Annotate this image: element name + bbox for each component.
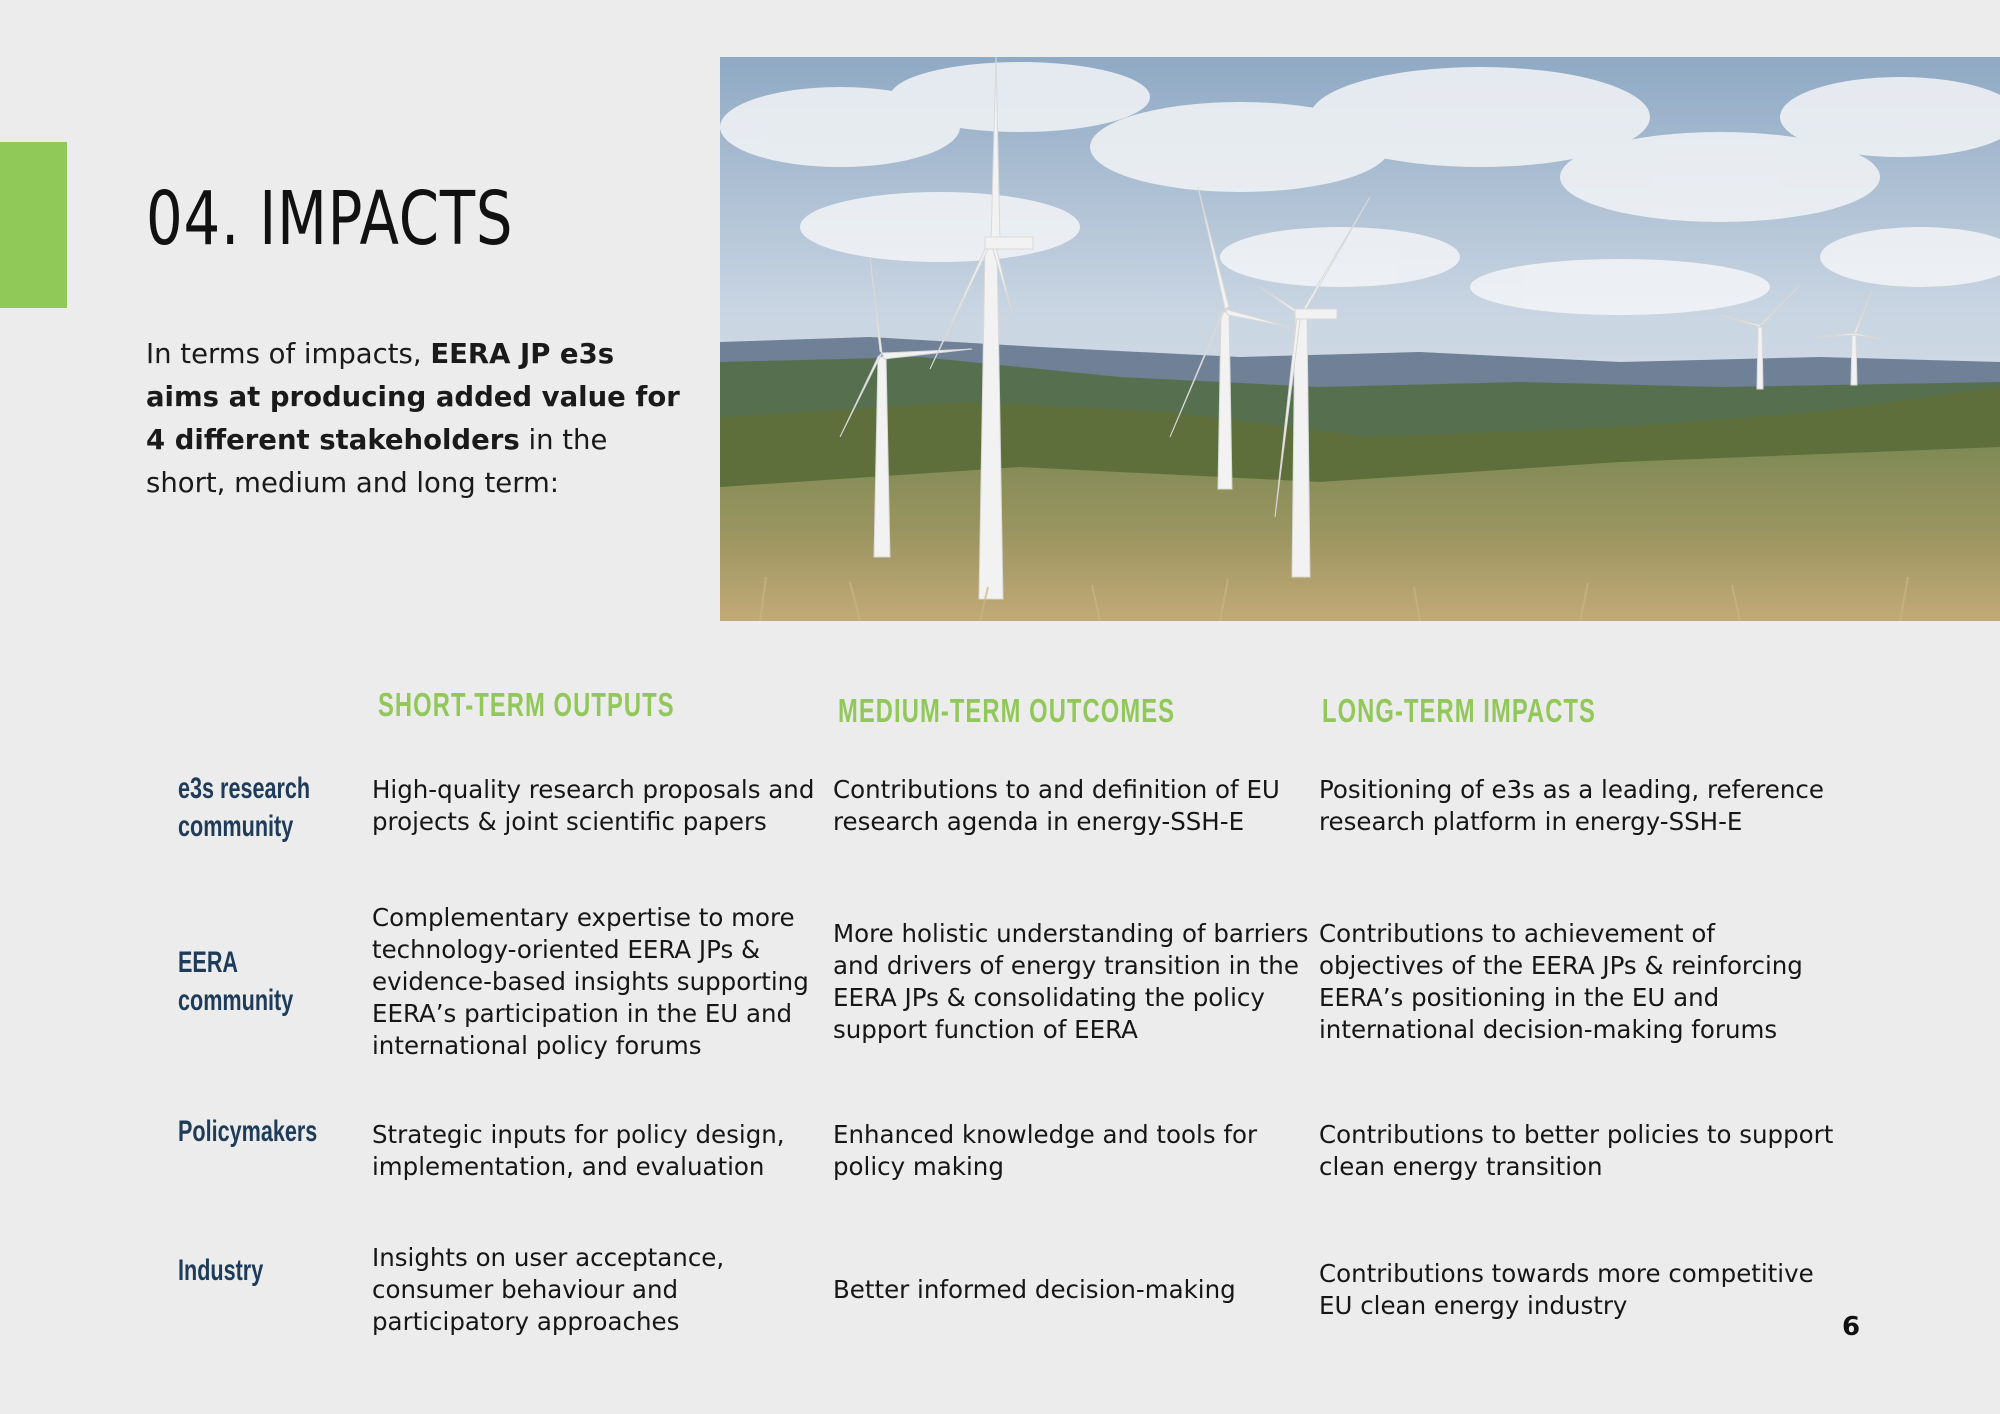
row-header-line: e3s research xyxy=(178,772,311,805)
cell-industry-long: Contributions towards more competitive EU clean energy industry xyxy=(1319,1259,1814,1320)
intro-lead: In terms of impacts, xyxy=(146,338,431,370)
cell-industry-short: Insights on user acceptance, consumer behaviour and participatory approaches xyxy=(372,1243,725,1336)
cell-policymakers-short: Strategic inputs for policy design, implementation, and evaluation xyxy=(372,1120,785,1181)
column-header-short-term: SHORT-TERM OUTPUTS xyxy=(378,686,675,723)
wind-turbines-photo xyxy=(720,57,2000,621)
cell-e3s-long: Positioning of e3s as a leading, reference research platform in energy-SSH-E xyxy=(1319,775,1824,836)
row-header-policymakers xyxy=(178,1113,317,1151)
row-header-industry xyxy=(178,1252,263,1290)
accent-bar xyxy=(0,142,67,308)
row-header-line: community xyxy=(178,810,294,843)
cell-e3s-medium: Contributions to and definition of EU research agenda in energy-SSH-E xyxy=(833,775,1280,836)
row-header-line: community xyxy=(178,984,294,1017)
cell-industry-medium: Better informed decision-making xyxy=(833,1275,1236,1304)
cell-eera-short: Complementary expertise to more technology-oriented EERA JPs & evidence-based insights supporting EERA’s participation in the EU and international policy forums xyxy=(372,903,809,1060)
row-header-e3s-research-community xyxy=(178,770,310,846)
cell-eera-long: Contributions to achievement of objectives of the EERA JPs & reinforcing EERA’s positioning in the EU and international decision-making forums xyxy=(1319,919,1803,1044)
intro-paragraph xyxy=(146,333,686,505)
page-number: 6 xyxy=(1842,1312,1861,1342)
row-header-line: Industry xyxy=(178,1254,264,1287)
column-header-long-term: LONG-TERM IMPACTS xyxy=(1322,692,1596,729)
row-header-line: EERA xyxy=(178,946,239,979)
cell-policymakers-long: Contributions to better policies to support clean energy transition xyxy=(1319,1120,1834,1181)
page-title: 04. IMPACTS xyxy=(146,176,514,262)
column-header-medium-term: MEDIUM-TERM OUTCOMES xyxy=(838,692,1176,729)
intro-tail: in the short, medium and long term: xyxy=(146,424,608,499)
cell-eera-medium: More holistic understanding of barriers and drivers of energy transition in the EERA JPs & consolidating the policy support function of EERA xyxy=(833,919,1309,1044)
row-header-eera-community xyxy=(178,944,293,1020)
intro-bold: EERA JP e3s aims at producing added value for 4 different stakeholders xyxy=(146,338,680,456)
cell-policymakers-medium: Enhanced knowledge and tools for policy making xyxy=(833,1120,1258,1181)
cell-e3s-short: High-quality research proposals and projects & joint scientific papers xyxy=(372,775,815,836)
row-header-line: Policymakers xyxy=(178,1115,318,1148)
